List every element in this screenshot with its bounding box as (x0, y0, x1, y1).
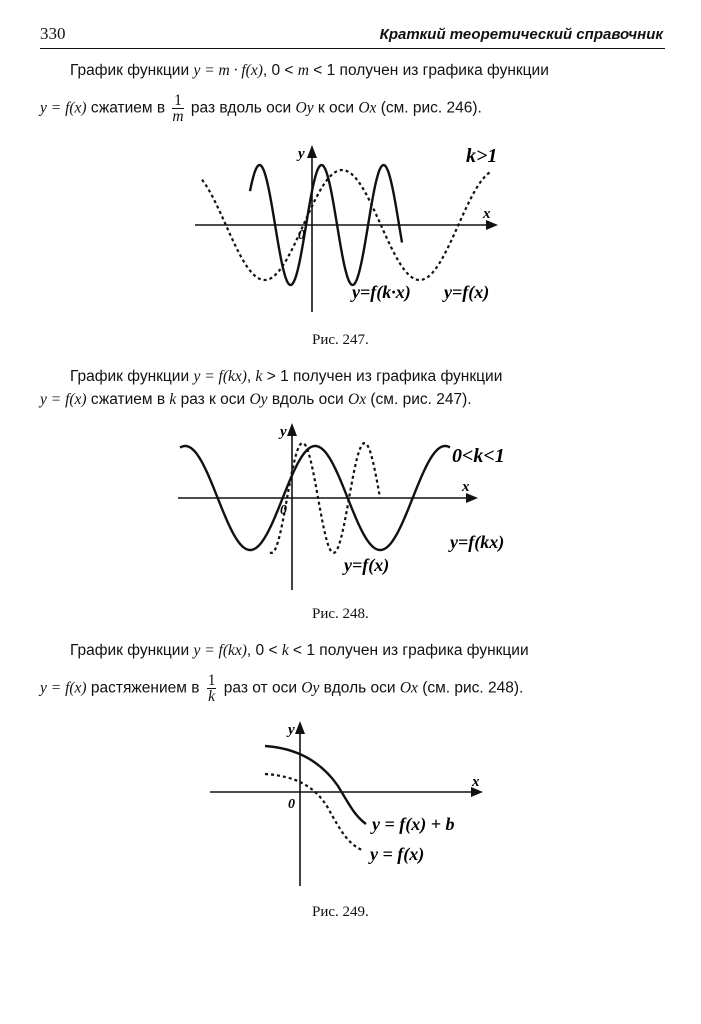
text: (см. рис. 248). (417, 679, 524, 697)
text: (см. рис. 247). (366, 391, 472, 408)
text: График функции (70, 642, 194, 659)
y-axis-arrow-icon (295, 721, 305, 734)
text: , 0 < (262, 62, 298, 79)
text: раз вдоль оси (186, 99, 296, 117)
original-curve-label: y=f(x) (344, 555, 390, 575)
math: y = f(kx) (193, 368, 247, 385)
math: y = m · f(x) (193, 62, 263, 79)
math: k (255, 368, 263, 385)
math: k (281, 642, 289, 659)
text: , (246, 368, 256, 385)
math: Oy (295, 99, 314, 117)
text: < 1 получен из графика функции (288, 642, 529, 659)
text: (см. рис. 246). (376, 99, 482, 117)
paragraph-1-line-2 (40, 93, 482, 124)
math: Ox (348, 391, 367, 408)
figure-249-caption: Рис. 249. (312, 904, 369, 920)
text: сжатием в (86, 99, 170, 117)
math: Ox (399, 679, 418, 697)
shifted-curve (265, 746, 366, 824)
math: y = f(x) (40, 99, 87, 117)
original-curve (265, 774, 362, 850)
y-axis-arrow-icon (307, 145, 317, 158)
fraction (207, 673, 217, 704)
paragraph-1-line-1 (70, 56, 549, 86)
math: Oy (249, 391, 268, 408)
y-axis-label: y (288, 722, 295, 738)
fraction-numerator: 1 (207, 672, 216, 689)
paragraph-2-line-2 (40, 385, 472, 415)
stretched-curve-label: y=f(kx) (450, 532, 505, 552)
text: вдоль оси (319, 679, 400, 697)
x-axis-label: x (462, 479, 470, 495)
original-curve-label: y = f(x) (370, 844, 425, 864)
origin-label: 0 (298, 228, 305, 243)
fraction-denominator: k (208, 688, 216, 705)
text: растяжением в (86, 679, 204, 697)
figure-247 (180, 140, 520, 320)
condition-label: 0<k<1 (452, 445, 505, 467)
figure-249 (200, 718, 500, 893)
paragraph-3-line-2 (40, 673, 523, 704)
math: m (297, 62, 309, 79)
text: к оси (313, 99, 359, 117)
fraction-denominator: m (172, 108, 184, 125)
text: раз к оси (176, 391, 250, 408)
text: вдоль оси (267, 391, 349, 408)
text: График функции (70, 368, 194, 385)
figure-248 (170, 418, 540, 598)
y-axis-label: y (298, 146, 305, 162)
x-axis-label: x (483, 206, 491, 222)
text: > 1 получен из графика функции (262, 368, 503, 385)
running-title: Краткий теоретический справочник (379, 26, 663, 43)
math: Ox (358, 99, 377, 117)
y-axis-arrow-icon (287, 423, 297, 436)
condition-label: k>1 (466, 145, 498, 167)
text: сжатием в (86, 391, 170, 408)
math: y = f(x) (40, 679, 87, 697)
compressed-curve-label: y=f(k·x) (352, 282, 411, 302)
fraction (172, 93, 183, 124)
text: раз от оси (219, 679, 302, 697)
original-curve-label: y=f(x) (444, 282, 490, 302)
figure-248-caption: Рис. 248. (312, 606, 369, 622)
y-axis-label: y (280, 424, 287, 440)
shifted-curve-label: y = f(x) + b (372, 814, 455, 834)
text: , 0 < (246, 642, 282, 659)
math: y = f(kx) (193, 642, 247, 659)
fraction-numerator: 1 (174, 92, 182, 109)
figure-247-caption: Рис. 247. (312, 332, 369, 348)
text: < 1 получен из графика функции (308, 62, 549, 79)
origin-label: 0 (288, 797, 295, 812)
paragraph-3-line-1 (70, 636, 529, 666)
text: График функции (70, 62, 194, 79)
x-axis-label: x (472, 774, 480, 790)
math: Oy (301, 679, 320, 697)
math: k (169, 391, 177, 408)
math: y = f(x) (40, 391, 87, 408)
header-rule (40, 48, 665, 49)
page-number: 330 (40, 24, 66, 43)
origin-label: 0 (280, 503, 287, 518)
